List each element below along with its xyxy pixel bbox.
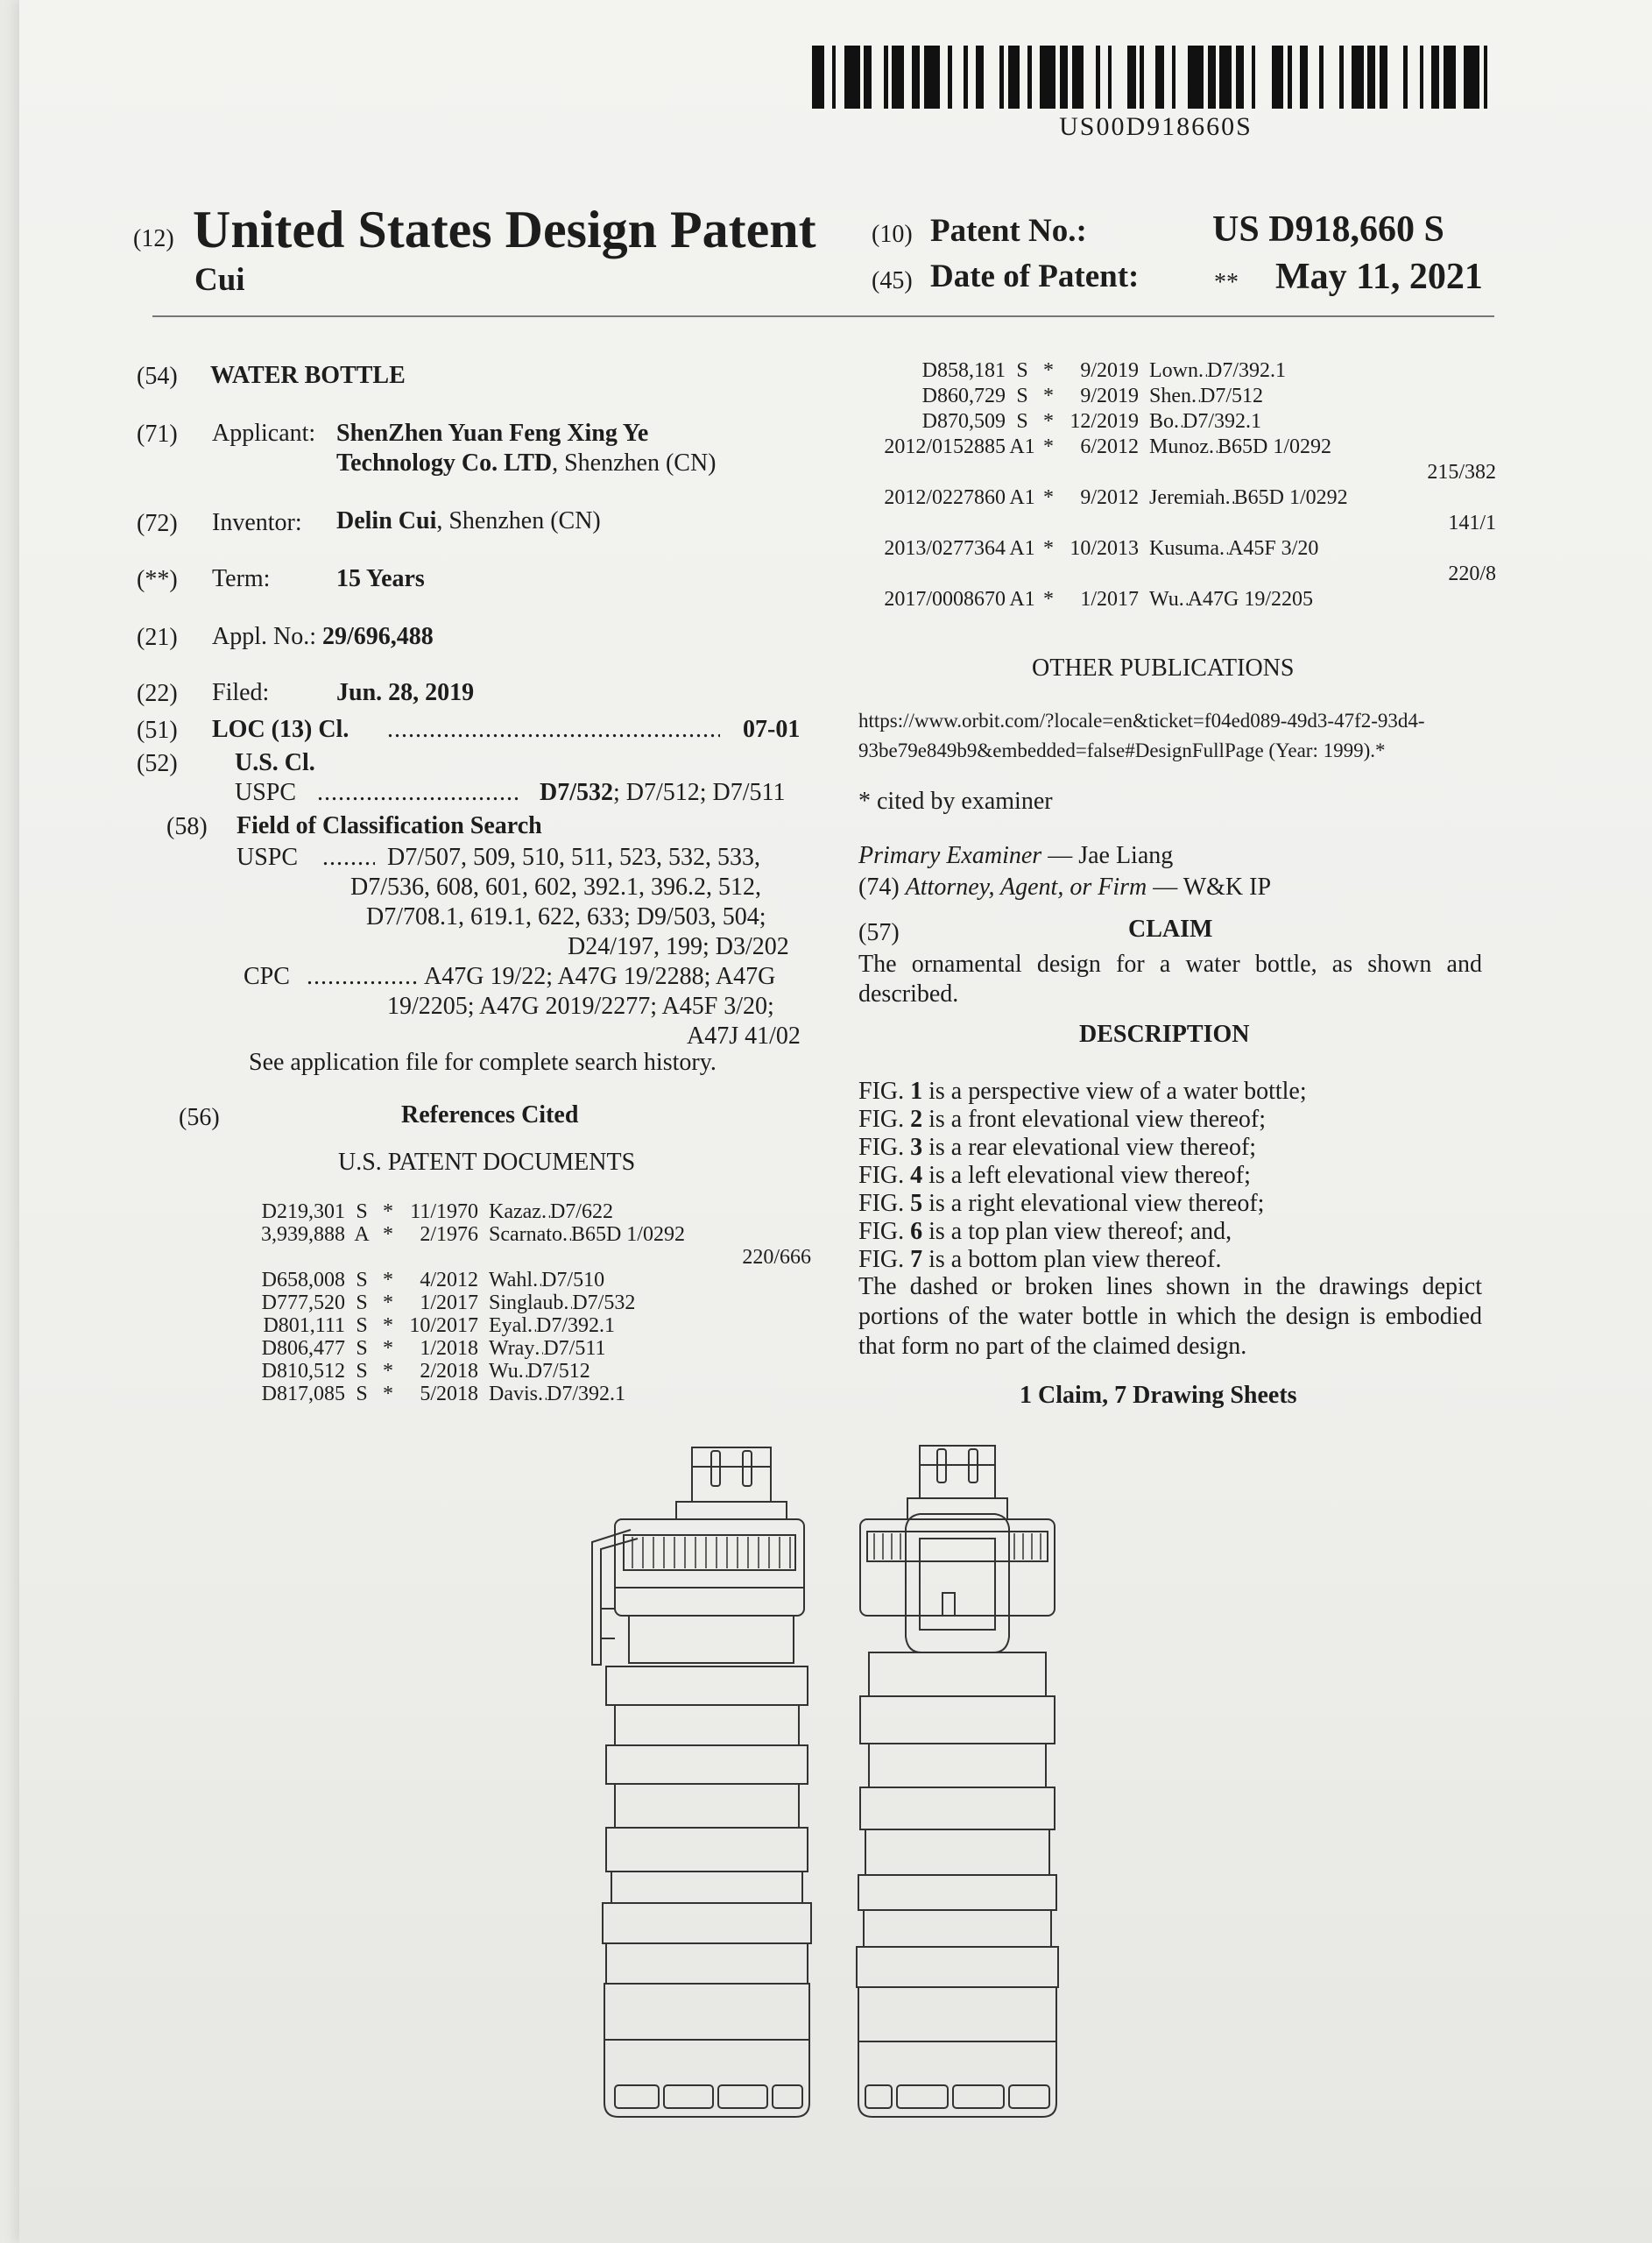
reference-name: Wray [489,1337,535,1360]
dashed-note-line1: The dashed or broken lines shown in the drawings depict [858,1273,1482,1300]
barcode-bar [1456,46,1464,109]
barcode-bar [1020,46,1027,109]
reference-num: D860,729 [921,385,1006,407]
inventor-code: (72) [137,510,178,537]
reference-leader [534,1337,543,1360]
figure-text: is a top plan view thereof; and, [922,1218,1232,1245]
applicant-location: , Shenzhen (CN) [552,449,717,477]
uspc-label: USPC [235,779,297,806]
other-publications-label: OTHER PUBLICATIONS [1032,655,1295,682]
dashed-note-line3: that form no part of the claimed design. [858,1333,1247,1360]
reference-kind: S [356,1269,368,1291]
applicant-name-line1: ShenZhen Yuan Feng Xing Ye [336,420,649,447]
applicant-code: (71) [137,421,178,448]
barcode-bar [1072,46,1084,109]
reference-kind: A1 [1009,588,1035,611]
reference-kind: A1 [1009,486,1035,509]
reference-kind: S [356,1383,368,1405]
reference-cls: B65D 1/0292 [1218,435,1332,458]
figure-description [858,1190,1307,1218]
fcs-cpc-line3: A47J 41/02 [687,1022,801,1050]
bottle-drawing-left-view [580,1437,825,2138]
reference-cls: D7/622 [549,1200,613,1223]
figure-text: is a front elevational view thereof; [922,1106,1266,1133]
figure-number: 1 [910,1078,923,1105]
barcode-bar [968,46,976,109]
fcs-cpc-label: CPC [244,963,290,990]
reference-leader [1179,588,1188,611]
appl-label: Appl. No.: [212,623,316,650]
reference-num: 2012/0227860 [884,486,1006,509]
reference-date: 6/2012 [1080,435,1139,458]
filed-code: (22) [137,680,178,707]
barcode-bar [1464,46,1479,109]
reference-cls: A45F 3/20 [1228,537,1319,560]
barcode-bar [1032,46,1040,109]
reference-row [240,1314,615,1337]
barcode-bar [1308,46,1320,109]
reference-leader [538,1383,547,1405]
reference-star: * [383,1337,393,1360]
barcode-bar [1188,46,1204,109]
figure-text: is a bottom plan view thereof. [922,1246,1222,1273]
reference-name: Lown [1149,359,1198,382]
fcs-code: (58) [166,813,208,840]
barcode-bar [1324,46,1339,109]
reference-leader [1191,385,1200,407]
barcode-number: US00D918660S [1059,112,1253,141]
description-label: DESCRIPTION [1079,1021,1250,1048]
figure-prefix: FIG. [858,1218,911,1245]
barcode-bar [1060,46,1068,109]
reference-kind: A [354,1223,370,1246]
barcode-bar [1112,46,1127,109]
reference-cls: A47G 19/2205 [1187,588,1314,611]
term-value: 15 Years [336,565,425,592]
barcode-bar [844,46,860,109]
reference-cls: D7/512 [1200,385,1263,407]
reference-row [240,1200,613,1223]
inventor-name: Delin Cui [336,507,437,534]
figure-number: 3 [910,1134,923,1161]
figure-prefix: FIG. [858,1246,911,1273]
figure-description [858,1078,1307,1106]
reference-cls: D7/392.1 [1183,410,1262,433]
barcode-bar [1387,46,1403,109]
loc-code: (51) [137,717,178,744]
reference-kind: S [356,1360,368,1383]
patent-number: US D918,660 S [1212,209,1444,250]
reference-star: * [1043,486,1054,509]
date-label: Date of Patent: [930,258,1140,294]
figure-description [858,1134,1307,1162]
reference-date: 12/2019 [1070,410,1139,433]
reference-num: D658,008 [261,1269,345,1291]
reference-date: 9/2019 [1080,385,1139,407]
barcode-bar [1164,46,1172,109]
barcode-bar [924,46,940,109]
patent-page [19,0,1652,2243]
reference-num: D810,512 [261,1360,345,1383]
figure-description [858,1218,1307,1246]
reference-star: * [1043,410,1054,433]
reference-leader [1219,537,1228,560]
figure-text: is a right elevational view thereof; [922,1190,1265,1217]
reference-num: D801,111 [263,1314,345,1337]
reference-star: * [383,1383,393,1405]
barcode [812,46,1500,142]
reference-row [848,359,1286,382]
attorney-label: Attorney, Agent, or Firm [905,874,1147,901]
reference-leader [1209,435,1218,458]
reference-name: Bo [1149,410,1175,433]
filed-date: Jun. 28, 2019 [336,679,475,706]
reference-name: Kazaz [489,1200,541,1223]
us-docs-label: U.S. PATENT DOCUMENTS [338,1149,636,1176]
loc-label: LOC (13) Cl. [212,716,349,743]
reference-num: 2012/0152885 [884,435,1006,458]
title-code: (54) [137,363,178,390]
figure-prefix: FIG. [858,1078,911,1105]
reference-cls: D7/512 [526,1360,590,1383]
reference-row [848,435,1331,458]
barcode-bar [1040,46,1055,109]
reference-cls: B65D 1/0292 [1233,486,1348,509]
inventor-location: , Shenzhen (CN) [436,507,601,534]
reference-row [848,486,1348,509]
figure-description [858,1246,1307,1274]
fcs-uspc-label: USPC [237,844,299,871]
inventor-surname: Cui [194,262,245,298]
fcs-uspc-leader [322,843,375,873]
applicant-label: Applicant: [212,420,316,447]
figure-description [858,1106,1307,1134]
barcode-bars [812,46,1500,109]
reference-kind: S [356,1291,368,1314]
fcs-uspc-line4: D24/197, 199; D3/202 [568,933,789,960]
header-rule [152,315,1494,317]
reference-leader [1174,410,1183,433]
reference-num: D858,181 [921,359,1006,382]
reference-date: 1/2018 [420,1337,478,1360]
reference-leader [541,1200,550,1223]
reference-cls: D7/392.1 [1207,359,1286,382]
claim-code: (57) [858,919,900,946]
reference-name: Eyal [489,1314,527,1337]
inventor-label: Inventor: [212,509,302,536]
reference-cls2: 141/1 [1448,512,1496,534]
reference-date: 1/2017 [420,1291,478,1314]
barcode-bar [1008,46,1020,109]
loc-value: 07-01 [743,716,801,743]
figure-prefix: FIG. [858,1134,911,1161]
barcode-bar [1155,46,1163,109]
figure-text: is a perspective view of a water bottle; [922,1078,1307,1105]
figure-number: 2 [910,1106,923,1133]
barcode-bar [1408,46,1420,109]
reference-name: Scarnato [489,1223,562,1246]
uspc-leader [317,778,520,808]
reference-star: * [1043,588,1054,611]
reference-date: 4/2012 [420,1269,478,1291]
reference-row [240,1383,625,1405]
uspc-main-class: D7/532 [540,779,613,806]
primary-examiner-name: — Jae Liang [1041,842,1174,869]
barcode-bar [1292,46,1300,109]
reference-row [240,1360,590,1383]
barcode-bar [1127,46,1135,109]
reference-star: * [1043,537,1054,560]
attorney-name: — W&K IP [1147,874,1272,901]
barcode-bar [836,46,844,109]
barcode-bar [1244,46,1252,109]
figure-number: 4 [910,1162,923,1189]
reference-star: * [383,1291,393,1314]
reference-num: 2013/0277364 [884,537,1006,560]
fcs-cpc-line2: 19/2205; A47G 2019/2277; A45F 3/20; [387,993,774,1020]
figure-prefix: FIG. [858,1162,911,1189]
reference-star: * [383,1314,393,1337]
dashed-note-line2: portions of the water bottle in which the design is embodied [858,1303,1482,1330]
claim-label: CLAIM [1128,916,1213,943]
reference-kind: S [356,1314,368,1337]
header-code-45: (45) [872,267,913,294]
reference-star: * [383,1223,393,1246]
reference-num: D870,509 [921,410,1006,433]
term-label: Term: [212,565,271,592]
figure-text: is a left elevational view thereof; [922,1162,1251,1189]
reference-cls2: 220/8 [1448,563,1496,585]
reference-leader [1225,486,1234,509]
applicant-name-line2: Technology Co. LTD [336,449,553,477]
fcs-uspc-line3: D7/708.1, 619.1, 622, 633; D9/503, 504; [366,903,766,930]
uscl-label: U.S. Cl. [235,749,315,776]
appl-number: 29/696,488 [322,623,434,650]
figure-text: is a rear elevational view thereof; [922,1134,1257,1161]
patent-date: May 11, 2021 [1275,257,1483,297]
reference-star: * [1043,359,1054,382]
invention-title: WATER BOTTLE [210,362,406,389]
reference-row [848,385,1263,407]
barcode-bar [1423,46,1431,109]
search-note: See application file for complete search history. [249,1049,717,1076]
reference-num: D219,301 [261,1200,345,1223]
reference-leader [1198,359,1207,382]
reference-row [240,1337,605,1360]
reference-row [848,537,1318,560]
figure-prefix: FIG. [858,1190,911,1217]
barcode-bar [940,46,948,109]
barcode-bar [1100,46,1108,109]
fcs-label: Field of Classification Search [237,812,542,839]
reference-star: * [1043,435,1054,458]
barcode-bar [904,46,912,109]
reference-leader [519,1360,527,1383]
reference-row [240,1291,635,1314]
reference-row [240,1223,685,1246]
barcode-bar [824,46,832,109]
reference-num: 2017/0008670 [884,588,1006,611]
reference-name: Munoz [1149,435,1209,458]
patent-number-label: Patent No.: [930,213,1087,249]
reference-cls: D7/392.1 [547,1383,625,1405]
reference-name: Wu [1149,588,1179,611]
barcode-bar [1272,46,1284,109]
reference-kind: A1 [1009,537,1035,560]
reference-date: 9/2019 [1080,359,1139,382]
barcode-bar [1300,46,1308,109]
reference-row [240,1269,604,1291]
barcode-bar [1431,46,1439,109]
reference-cls: D7/511 [543,1337,606,1360]
reference-name: Kusuma [1149,537,1219,560]
reference-date: 2/1976 [420,1223,478,1246]
barcode-bar [812,46,824,109]
barcode-bar [1380,46,1387,109]
reference-name: Wahl [489,1269,533,1291]
reference-kind: S [356,1200,368,1223]
claims-drawings-summary: 1 Claim, 7 Drawing Sheets [1020,1382,1297,1409]
claim-text-line1: The ornamental design for a water bottle, as shown and [858,951,1482,978]
reference-date: 2/2018 [420,1360,478,1383]
barcode-bar [892,46,904,109]
reference-cls: D7/532 [572,1291,636,1314]
reference-name: Shen [1149,385,1191,407]
primary-examiner-label: Primary Examiner [858,842,1042,869]
barcode-bar [912,46,920,109]
reference-leader [533,1269,541,1291]
barcode-bar [1208,46,1216,109]
patent-type-title: United States Design Patent [193,201,816,258]
claim-text-line2: described. [858,980,959,1008]
barcode-bar [1487,46,1500,109]
reference-star: * [1043,385,1054,407]
reference-num: D777,520 [261,1291,345,1314]
refs-code: (56) [179,1104,220,1131]
fcs-cpc-line1: A47G 19/22; A47G 19/2288; A47G [424,963,776,990]
figure-prefix: FIG. [858,1106,911,1133]
barcode-bar [976,46,984,109]
reference-date: 10/2013 [1070,537,1139,560]
refs-label: References Cited [401,1101,579,1129]
fcs-cpc-leader [307,962,417,992]
barcode-bar [1084,46,1096,109]
appl-code: (21) [137,624,178,651]
other-pub-line2: 93be79e849b9&embedded=false#DesignFullPage (Year: 1999).* [858,739,1386,761]
cited-by-examiner: * cited by examiner [858,788,1053,815]
loc-leader [387,715,720,745]
barcode-bar [1255,46,1271,109]
reference-date: 5/2018 [420,1383,478,1405]
reference-cls: D7/510 [541,1269,605,1291]
barcode-bar [984,46,999,109]
barcode-bar [1144,46,1156,109]
reference-star: * [383,1269,393,1291]
fcs-uspc-line2: D7/536, 608, 601, 602, 392.1, 396.2, 512, [350,874,761,901]
reference-kind: S [1016,385,1028,407]
barcode-bar [1344,46,1352,109]
reference-row [848,588,1313,611]
figure-number: 7 [910,1246,923,1273]
reference-num: D806,477 [261,1337,345,1360]
figure-number: 5 [910,1190,923,1217]
figure-number: 6 [910,1218,923,1245]
reference-date: 11/1970 [410,1200,478,1223]
reference-leader [562,1223,571,1246]
barcode-bar [1175,46,1188,109]
reference-cls: B65D 1/0292 [570,1223,685,1246]
reference-date: 1/2017 [1080,588,1139,611]
figure-list [858,1078,1307,1274]
barcode-bar [1236,46,1244,109]
barcode-bar [864,46,872,109]
barcode-bar [952,46,964,109]
reference-kind: S [1016,410,1028,433]
fcs-uspc-line1: D7/507, 509, 510, 511, 523, 532, 533, [387,844,760,871]
date-marker: ** [1214,269,1239,296]
other-pub-line1: https://www.orbit.com/?locale=en&ticket=f04ed089-49d3-47f2-93d4- [858,710,1425,732]
reference-row [848,410,1261,433]
reference-num: D817,085 [261,1383,345,1405]
header-code-12: (12) [133,225,174,252]
reference-name: Singlaub [489,1291,564,1314]
reference-date: 10/2017 [409,1314,478,1337]
reference-name: Jeremiah [1149,486,1225,509]
reference-kind: S [356,1337,368,1360]
reference-cls2: 220/666 [742,1246,811,1269]
reference-cls2: 215/382 [1427,461,1496,484]
reference-kind: S [1016,359,1028,382]
barcode-bar [1352,46,1364,109]
reference-star: * [383,1360,393,1383]
bottle-drawing-front-view [846,1437,1065,2138]
uscl-code: (52) [137,750,178,777]
reference-kind: A1 [1009,435,1035,458]
reference-star: * [383,1200,393,1223]
reference-leader [527,1314,536,1337]
filed-label: Filed: [212,679,270,706]
reference-date: 9/2012 [1080,486,1139,509]
reference-name: Wu [489,1360,519,1383]
header-code-10: (10) [872,221,913,248]
term-code: (**) [137,566,178,593]
barcode-bar [872,46,884,109]
reference-name: Davis [489,1383,538,1405]
attorney-code: (74) [858,874,900,901]
figure-description [858,1162,1307,1190]
barcode-bar [1219,46,1232,109]
barcode-bar [1444,46,1456,109]
uspc-other-classes: ; D7/512; D7/511 [613,779,786,806]
reference-cls: D7/392.1 [535,1314,615,1337]
reference-leader [563,1291,572,1314]
barcode-bar [1367,46,1375,109]
reference-num: 3,939,888 [261,1223,345,1246]
